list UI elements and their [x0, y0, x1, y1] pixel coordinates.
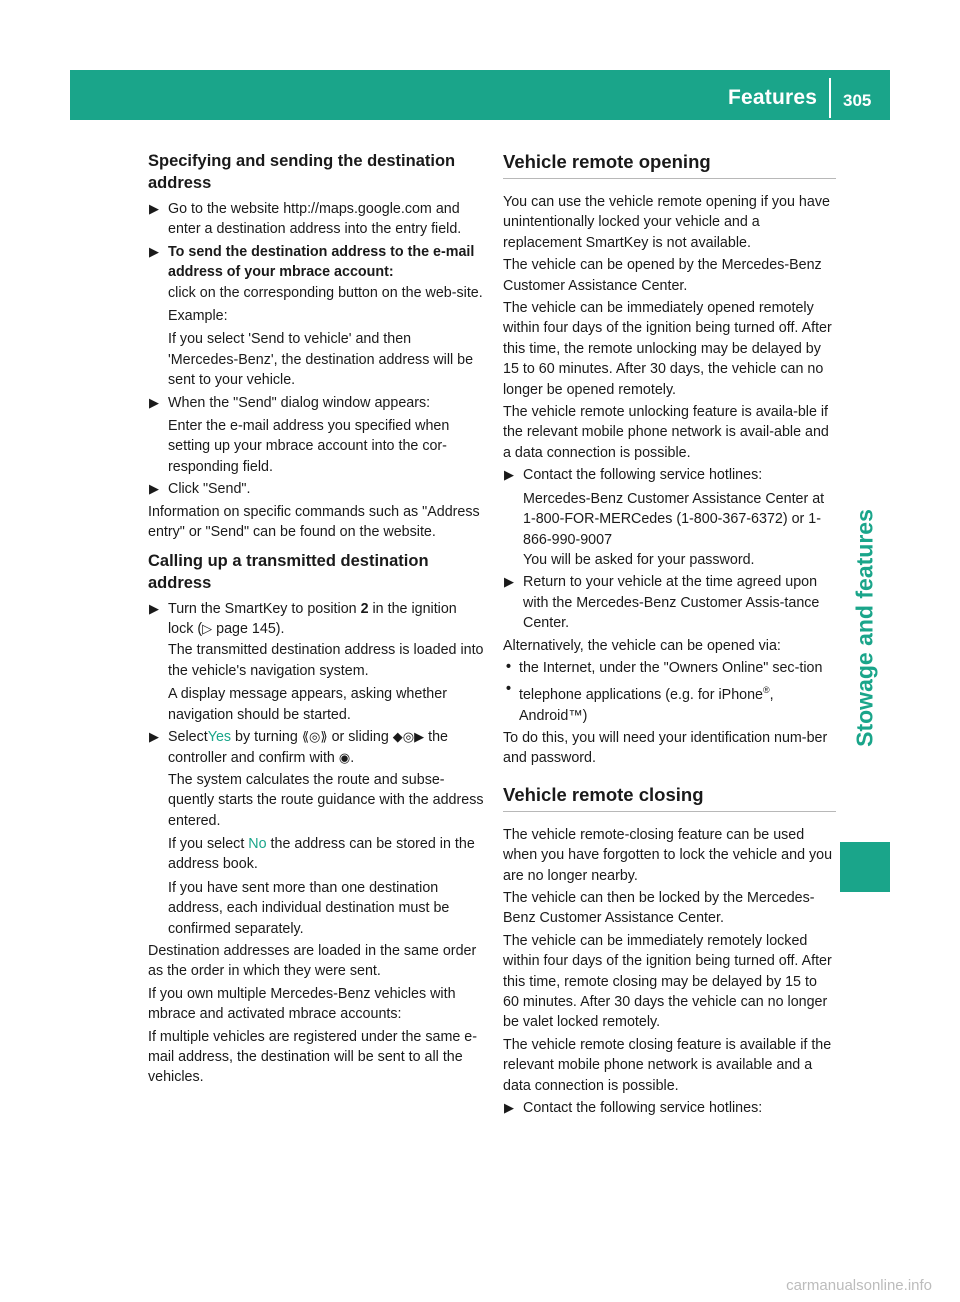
side-tab: [840, 423, 890, 833]
paragraph: To do this, you will need your identification num-ber and password.: [503, 729, 828, 767]
paragraph: Destination addresses are loaded in the same order as the order in which they were sent.: [148, 943, 477, 980]
step-item: ▶ Contact the following service hotlines: Mercedes-Benz Customer Assistance Center at 1-800-FOR-MERCedes (1-800-367-6372) or 1-866-990-9007 You will be asked for your password.: [504, 467, 825, 568]
list-item: • the Internet, under the "Owners Online" sec-tion: [506, 658, 823, 676]
step-item: ▶ Contact the following service hotlines:: [503, 1098, 836, 1118]
controller-slide-icon: ◆◎▶: [392, 729, 425, 745]
step-item: ▶ Return to your vehicle at the time agreed upon with the Mercedes-Benz Customer Assis-tance Center.: [504, 574, 820, 632]
controller-turn-icon: ⟪◎⟫: [301, 729, 328, 745]
left-column: [148, 150, 484, 1090]
bullet-icon: •: [506, 681, 512, 698]
step-item: ▶ To send the destination address to the e-mail address of your mbrace account: click on the corresponding button on the web-site. Example: If you select 'Send to vehicle' and then 'Mercedes-Benz', the destination address will be sent to your vehicle.: [149, 243, 483, 389]
step-item: ▶ SelectYes by turning ⟪◎⟫ or sliding ◆◎▶ the controller and confirm with ◉. The system calculates the route and subse-quently starts the route guidance with the address entered. If you select No the address can be stored in the address book. If you have sent more than one destination address, each individual destination must be confirmed separately.: [149, 728, 484, 937]
paragraph: You can use the vehicle remote opening if you have unintentionally locked your vehicle and a replacement SmartKey is not available.: [503, 194, 830, 251]
section-heading: Vehicle remote opening: [503, 150, 836, 179]
paragraph: Information on specific commands such as "Address entry" or "Send" can be found on the website.: [148, 503, 480, 541]
step-marker-icon: ▶: [149, 728, 159, 744]
step-marker-icon: ▶: [149, 201, 159, 216]
page-reference-icon: ▷: [202, 621, 213, 637]
paragraph: The vehicle can then be locked by the Mercedes-Benz Customer Assistance Center.: [503, 889, 815, 927]
step-item: ▶ Turn the SmartKey to position 2 in the ignition lock (▷ page 145). The transmitted destination address is loaded into the vehicle's navigation system. A display message appears, asking whether navigation should be started.: [149, 600, 484, 723]
step-marker-icon: ▶: [504, 1100, 514, 1116]
right-column: [503, 150, 836, 1120]
display-option-no: No: [248, 835, 267, 852]
bullet-icon: •: [506, 658, 512, 675]
section-heading: Calling up a transmitted destination address: [148, 551, 429, 592]
display-option-yes: Yes: [207, 728, 232, 745]
list-item: • telephone applications (e.g. for iPhone®, Android™): [506, 681, 774, 724]
side-tab-block: [840, 842, 890, 892]
controller-press-icon: ◉: [338, 751, 351, 767]
paragraph: The vehicle remote unlocking feature is availa-ble if the relevant mobile phone network is avail-able and a data connection is possible.: [503, 404, 829, 461]
step-marker-icon: ▶: [149, 481, 159, 497]
step-item: ▶ Go to the website http://maps.google.com and enter a destination address into the entry field.: [149, 201, 462, 238]
paragraph: The vehicle can be opened by the Mercedes-Benz Customer Assistance Center.: [503, 257, 822, 294]
side-tab-label: Stowage and features: [851, 509, 878, 747]
step-marker-icon: ▶: [149, 243, 159, 259]
page-section-title: Features: [728, 86, 818, 109]
step-marker-icon: ▶: [149, 394, 159, 410]
step-item: ▶ When the "Send" dialog window appears: Enter the e-mail address you specified when setting up your mbrace account into the cor-responding field.: [149, 394, 450, 475]
paragraph: The vehicle can be immediately opened remotely within four days of the ignition being turned off. After this time, the remote unlocking may be delayed by 15 to 60 minutes. After 30 days, the vehicle can no longer be opened remotely.: [503, 300, 832, 398]
step-marker-icon: ▶: [149, 600, 159, 616]
paragraph: If multiple vehicles are registered under the same e-mail address, the destination will be sent to all the vehicles.: [148, 1028, 477, 1086]
section-heading: Vehicle remote closing: [503, 783, 836, 812]
page-number: 305: [843, 91, 872, 110]
step-marker-icon: ▶: [504, 574, 514, 590]
paragraph: The vehicle can be immediately remotely locked within four days of the ignition being turned off. After this time, remote closing may be delayed by 15 to 60 minutes. After 30 days the vehicle can no longer be valet locked remotely.: [503, 932, 832, 1031]
header-divider: [829, 78, 831, 118]
paragraph: Alternatively, the vehicle can be opened via:: [503, 637, 781, 654]
paragraph: The vehicle remote closing feature is available if the relevant mobile phone network is available and a data connection is possible.: [503, 1036, 832, 1094]
section-heading: Specifying and sending the destination address: [148, 152, 456, 192]
step-marker-icon: ▶: [504, 467, 514, 483]
paragraph: If you own multiple Mercedes-Benz vehicles with mbrace and activated mbrace accounts:: [148, 985, 456, 1023]
watermark: carmanualsonline.info: [786, 1277, 932, 1294]
paragraph: The vehicle remote-closing feature can be used when you have forgotten to lock the vehicle and you are no longer nearby.: [503, 826, 833, 884]
step-item: ▶ Click "Send".: [148, 479, 484, 499]
